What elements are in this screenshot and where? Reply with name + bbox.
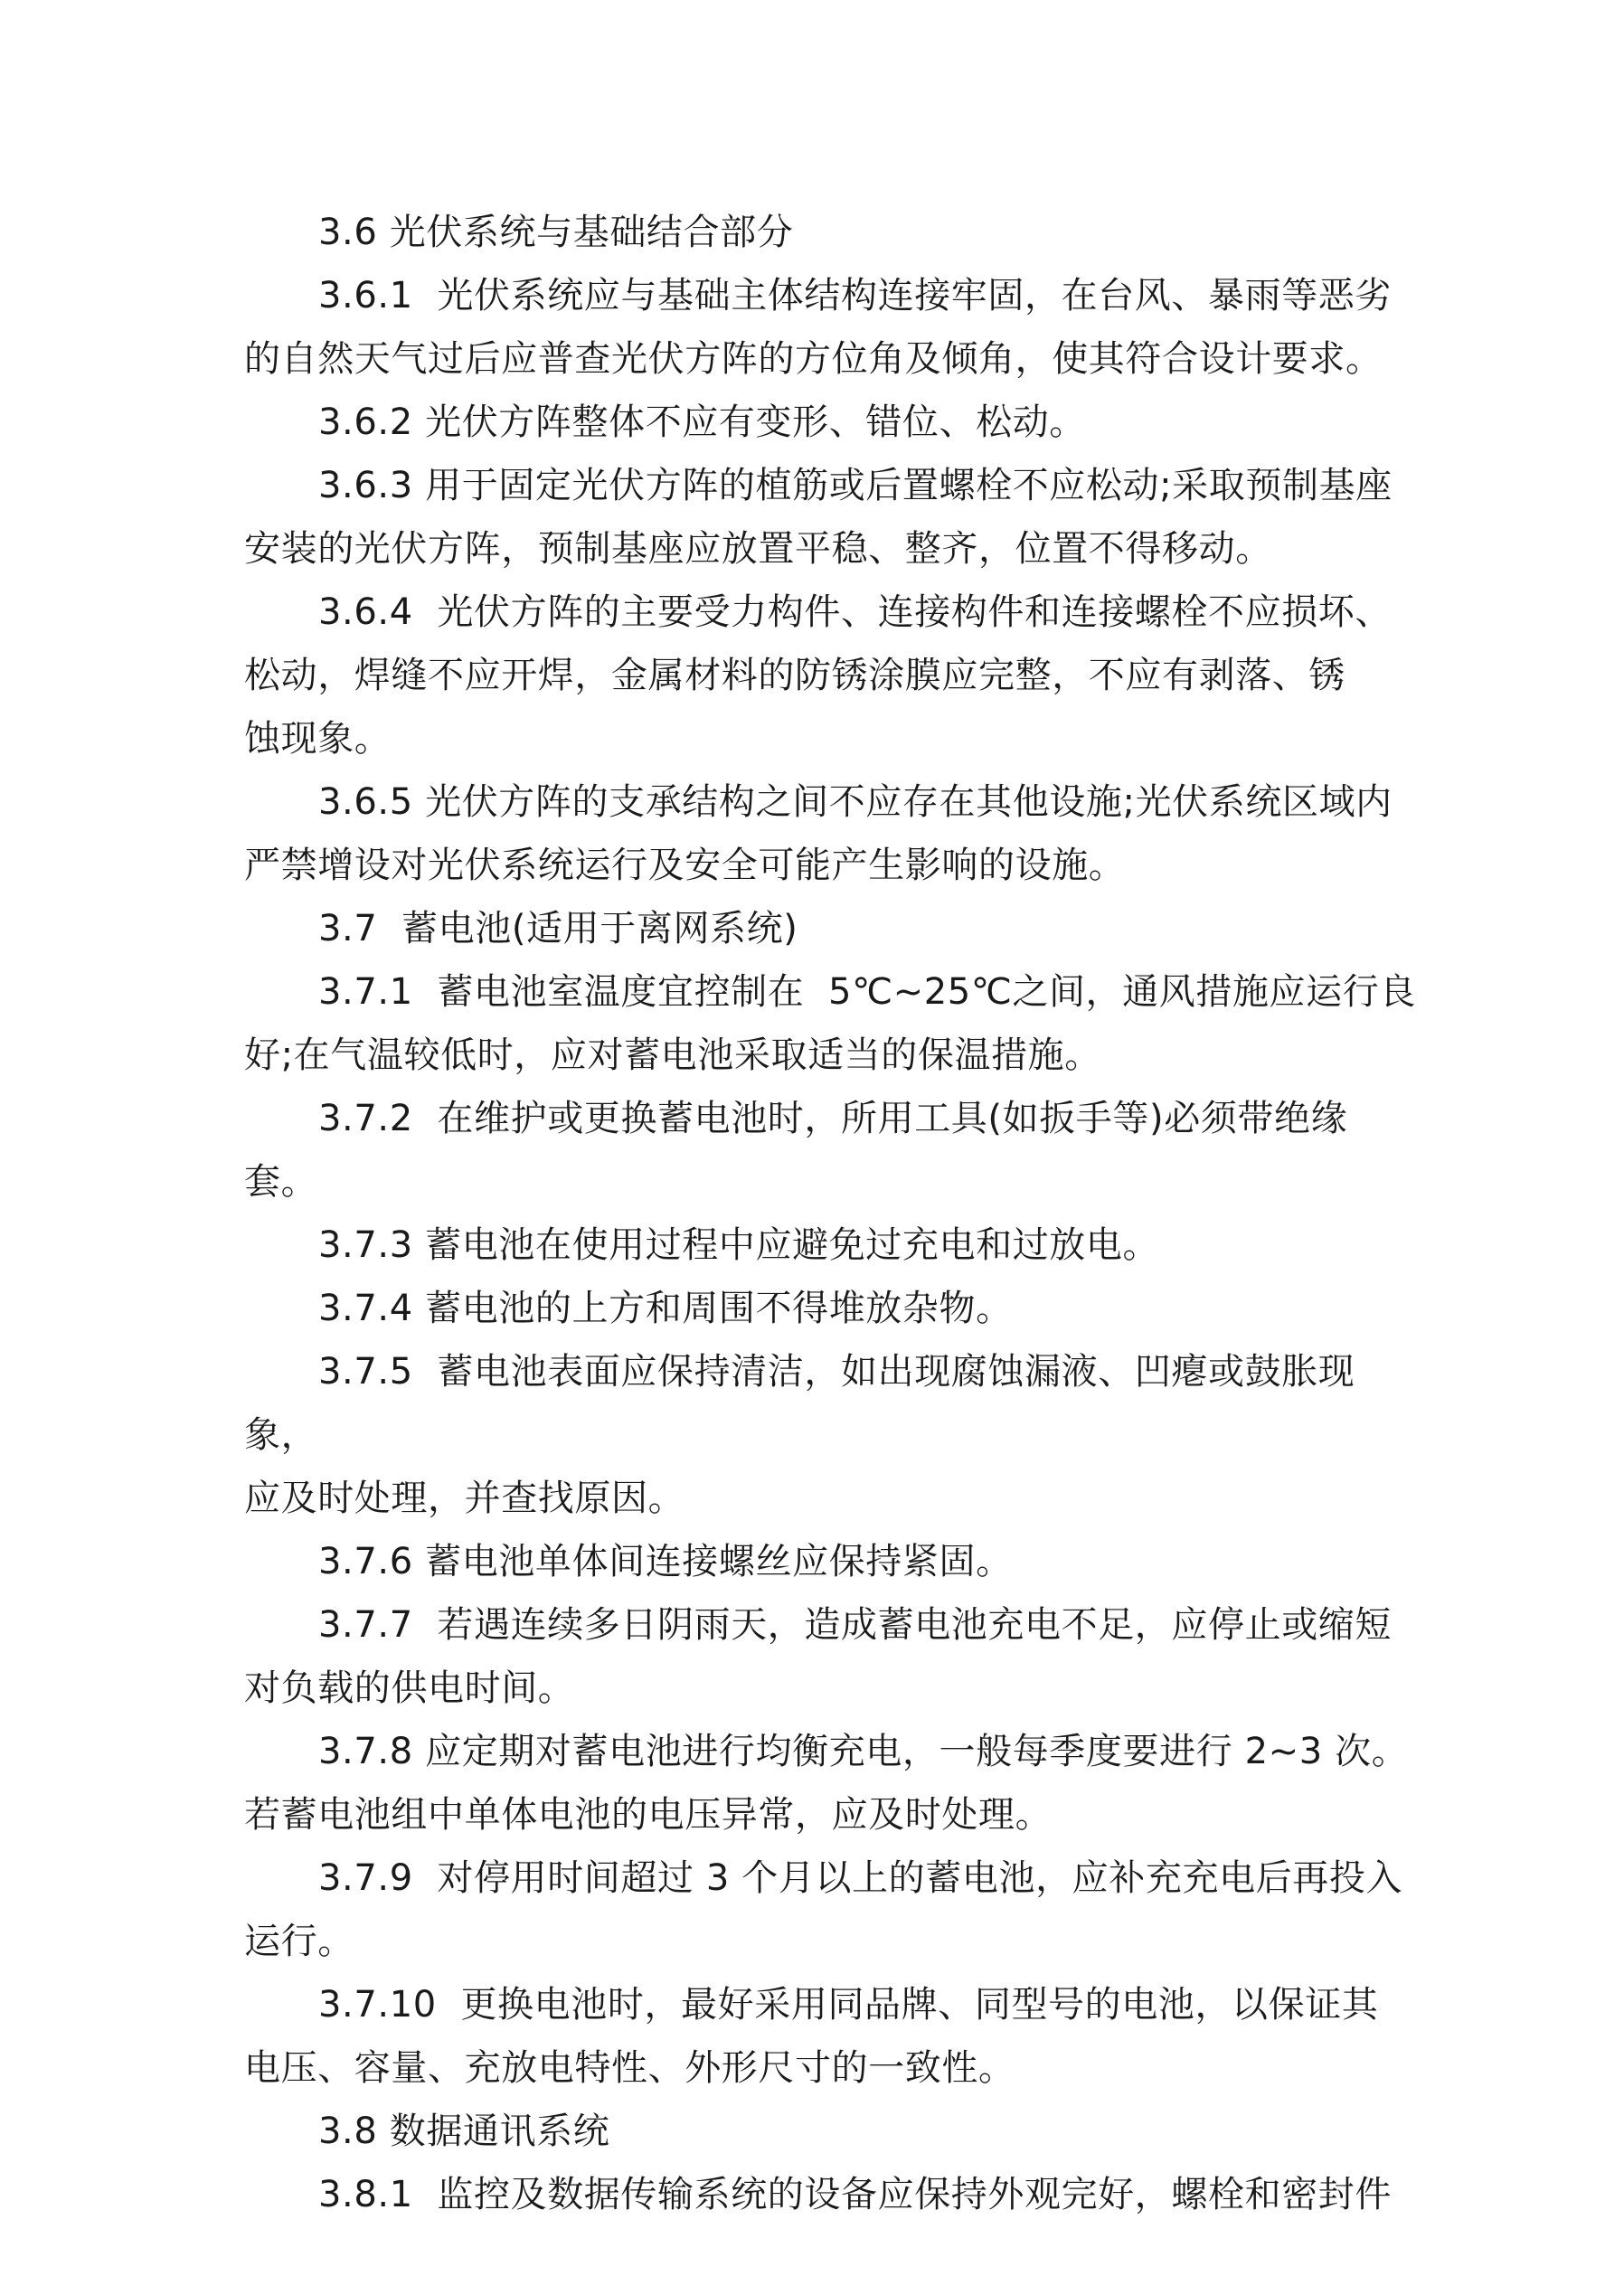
text-line: 若蓄电池组中单体电池的电压异常，应及时处理。 [244,1794,1053,1836]
text-line: 3.7 蓄电池(适用于离网系统) [318,908,798,949]
text-line: 3.7.6 蓄电池单体间连接螺丝应保持紧固。 [318,1541,1013,1582]
paragraph [244,1593,1420,1720]
text-line: 3.7.10 更换电池时，最好采用同品牌、同型号的电池，以保证其 [318,1984,1379,2026]
text-line: 3.8 数据通讯系统 [318,2111,610,2152]
text-line: 3.7.2 在维护或更换蓄电池时，所用工具(如扳手等)必须带绝缘套。 [244,1098,1348,1203]
paragraph [244,581,1420,770]
text-line: 3.8.1 监控及数据传输系统的设备应保持外观完好，螺栓和密封件 [318,2174,1393,2215]
text-line: 3.7.5 蓄电池表面应保持清洁，如出现腐蚀漏液、凹瘪或鼓胀现象， [244,1351,1355,1456]
paragraph [244,1087,1420,1214]
text-line: 蚀现象。 [244,718,392,760]
document-body [244,201,1420,2226]
paragraph [244,1214,1420,1277]
paragraph [244,897,1420,960]
text-line: 3.7.7 若遇连续多日阴雨天，造成蓄电池充电不足，应停止或缩短 [318,1604,1393,1646]
paragraph [244,960,1420,1087]
paragraph [244,2100,1420,2163]
paragraph [244,391,1420,454]
paragraph [244,1340,1420,1530]
paragraph [244,1277,1420,1340]
paragraph [244,264,1420,391]
text-line: 3.6 光伏系统与基础结合部分 [318,212,794,253]
text-line: 电压、容量、充放电特性、外形尺寸的一致性。 [244,2047,1015,2089]
text-line: 运行。 [244,1921,354,1962]
text-line: 对负载的供电时间。 [244,1667,575,1709]
paragraph [244,770,1420,897]
text-line: 松动，焊缝不应开焊，金属材料的防锈涂膜应完整，不应有剥落、锈 [244,655,1345,696]
text-line: 严禁增设对光伏系统运行及安全可能产生影响的设施。 [244,845,1126,886]
paragraph [244,1846,1420,1973]
text-line: 3.6.4 光伏方阵的主要受力构件、连接构件和连接螺栓不应损坏、 [318,591,1393,633]
paragraph [244,201,1420,264]
paragraph [244,454,1420,581]
text-line: 3.7.1 蓄电池室温度宜控制在 5℃~25℃之间，通风措施应运行良 [318,971,1416,1013]
paragraph [244,2163,1420,2226]
text-line: 应及时处理，并查找原因。 [244,1478,685,1519]
text-line: 的自然天气过后应普查光伏方阵的方位角及倾角，使其符合设计要求。 [244,338,1383,380]
text-line: 好;在气温较低时，应对蓄电池采取适当的保温措施。 [244,1034,1101,1076]
text-line: 3.7.3 蓄电池在使用过程中应避免过充电和过放电。 [318,1224,1160,1266]
paragraph [244,1973,1420,2100]
paragraph [244,1720,1420,1846]
text-line: 3.6.2 光伏方阵整体不应有变形、错位、松动。 [318,401,1086,443]
text-line: 3.6.1 光伏系统应与基础主体结构连接牢固，在台风、暴雨等恶劣 [318,275,1393,316]
text-line: 3.7.8 应定期对蓄电池进行均衡充电，一般每季度要进行 2~3 次。 [318,1731,1409,1772]
text-line: 3.6.5 光伏方阵的支承结构之间不应存在其他设施;光伏系统区域内 [318,781,1393,823]
text-line: 3.6.3 用于固定光伏方阵的植筋或后置螺栓不应松动;采取预制基座 [318,465,1393,506]
text-line: 3.7.4 蓄电池的上方和周围不得堆放杂物。 [318,1288,1013,1329]
text-line: 3.7.9 对停用时间超过 3 个月以上的蓄电池，应补充充电后再投入 [318,1857,1403,1899]
text-line: 安装的光伏方阵，预制基座应放置平稳、整齐，位置不得移动。 [244,528,1272,570]
paragraph [244,1530,1420,1593]
